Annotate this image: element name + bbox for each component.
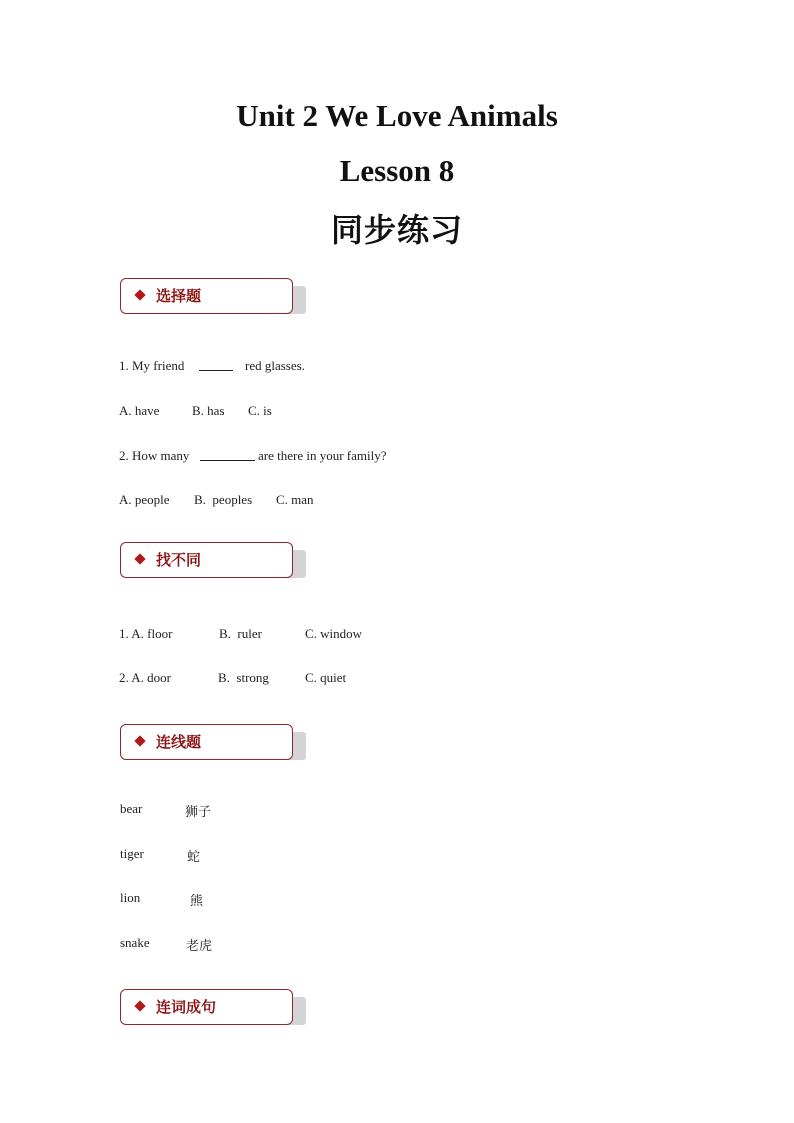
option-b: B. strong: [218, 670, 269, 685]
question-text: 2. How many: [119, 448, 190, 463]
choice-question-2: [119, 448, 439, 464]
answer-blank: [200, 448, 255, 461]
chinese-word: 蛇: [187, 850, 201, 865]
section-header-label: 连线题: [156, 733, 202, 751]
chinese-word: 狮子: [185, 805, 212, 820]
chinese-word: 熊: [190, 894, 204, 909]
option-b: B. ruler: [219, 626, 262, 641]
section-header-choice: [120, 278, 310, 318]
answer-blank: [199, 358, 233, 371]
matching-row: [119, 935, 319, 953]
choice-options-1: [119, 403, 419, 419]
matching-row: [119, 846, 319, 864]
chinese-word: 老虎: [186, 939, 213, 954]
section-header-box: [120, 278, 293, 314]
section-header-label: 连词成句: [156, 998, 217, 1016]
option-b: B. has: [192, 403, 225, 418]
section-header-label: 找不同: [156, 551, 202, 569]
english-word: bear: [120, 801, 143, 816]
option-a: 2. A. door: [119, 670, 171, 685]
matching-row: [119, 801, 319, 819]
option-c: C. is: [248, 403, 272, 418]
option-c: C. man: [276, 492, 314, 507]
section-header-box: [120, 724, 293, 760]
odd-question-2: [119, 670, 419, 686]
option-a: 1. A. floor: [119, 626, 173, 641]
title-practice: 同步练习: [330, 211, 463, 249]
section-header-box: [120, 542, 293, 578]
option-b: B. peoples: [194, 492, 253, 507]
matching-row: [119, 890, 319, 908]
choice-question-1: [119, 358, 419, 374]
section-header-sentence-building: [120, 989, 310, 1029]
question-text: red glasses.: [245, 358, 305, 373]
english-word: lion: [120, 890, 141, 905]
option-a: A. have: [119, 403, 160, 418]
question-text: are there in your family?: [258, 448, 387, 463]
odd-question-1: [119, 626, 419, 642]
section-header-odd-one-out: [120, 542, 310, 582]
option-c: C. quiet: [305, 670, 347, 685]
title-lesson: Lesson 8: [339, 153, 455, 188]
question-text: 1. My friend: [119, 358, 185, 373]
title-unit: Unit 2 We Love Animals: [236, 98, 558, 133]
section-header-label: 选择题: [156, 287, 202, 305]
choice-options-2: [119, 492, 419, 508]
english-word: tiger: [120, 846, 144, 861]
section-header-matching: [120, 724, 310, 764]
english-word: snake: [120, 935, 150, 950]
option-a: A. people: [119, 492, 170, 507]
option-c: C. window: [305, 626, 363, 641]
